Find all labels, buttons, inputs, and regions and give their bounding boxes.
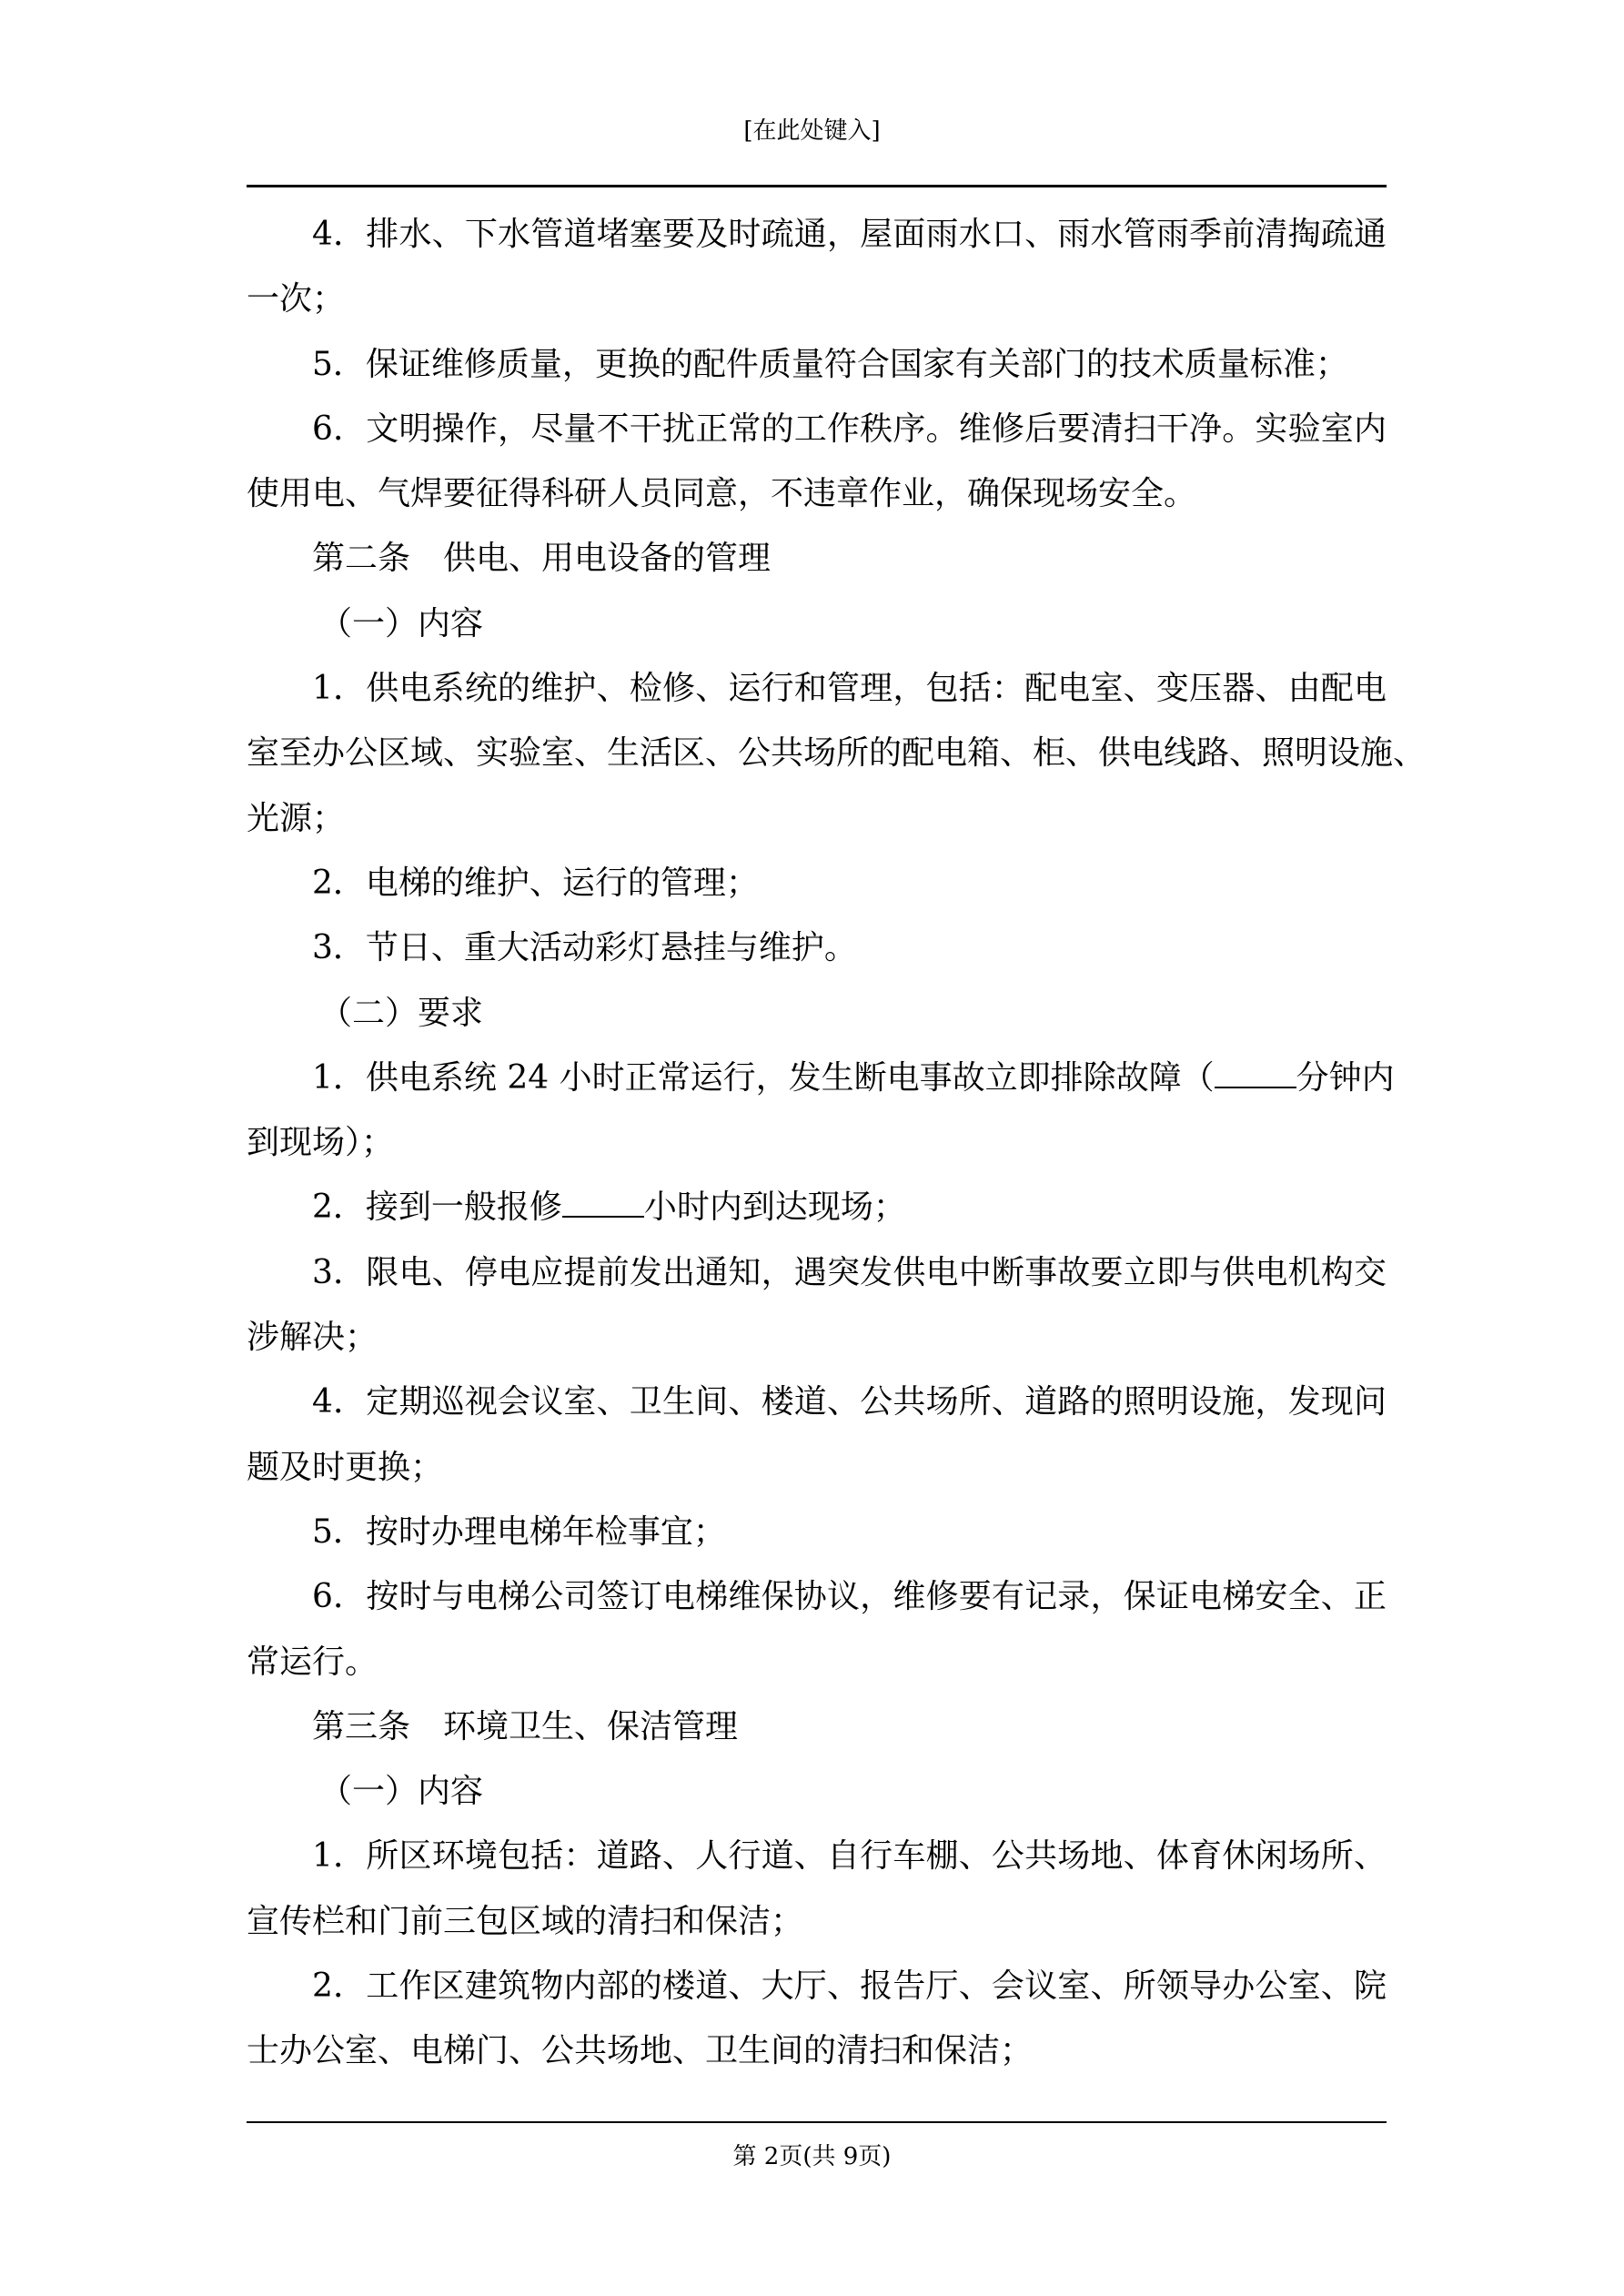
paragraph-line: 光源；	[247, 799, 346, 837]
paragraph-line: 涉解决；	[247, 1319, 378, 1357]
subsection-heading: （一）内容	[319, 1773, 484, 1811]
paragraph-line: 6．文明操作，尽量不干扰正常的工作秩序。维修后要清扫干净。实验室内	[312, 410, 1387, 448]
paragraph-line: 6．按时与电梯公司签订电梯维保协议，维修要有记录，保证电梯安全、正	[312, 1578, 1387, 1616]
paragraph-line: 到现场）；	[247, 1124, 395, 1162]
paragraph-line: 5．保证维修质量，更换的配件质量符合国家有关部门的技术质量标准；	[312, 345, 1348, 383]
paragraph-line: 4．排水、下水管道堵塞要及时疏通，屋面雨水口、雨水管雨季前清掏疏通	[312, 216, 1387, 253]
paragraph-line: 3．限电、停电应提前发出通知，遇突发供电中断事故要立即与供电机构交	[312, 1253, 1387, 1291]
section-heading: 第二条 供电、用电设备的管理	[312, 540, 772, 578]
line-text-before-blank: 2．接到一般报修	[312, 1188, 562, 1227]
paragraph-line: 常运行。	[247, 1643, 378, 1681]
paragraph-line: 3．节日、重大活动彩灯悬挂与维护。	[312, 929, 857, 967]
page-number-footer: 第 2页(共 9页)	[732, 2143, 892, 2170]
paragraph-line: 2．电梯的维护、运行的管理；	[312, 864, 759, 902]
paragraph-line: 使用电、气焊要征得科研人员同意，不违章作业，确保现场安全。	[247, 475, 1197, 513]
paragraph-line: 2．工作区建筑物内部的楼道、大厅、报告厅、会议室、所领导办公室、院	[312, 1967, 1387, 2006]
page-header: [在此处键入]	[743, 117, 881, 145]
subsection-heading: （二）要求	[319, 994, 484, 1032]
paragraph-line: 士办公室、电梯门、公共场地、卫生间的清扫和保洁；	[247, 2032, 1034, 2070]
subsection-heading: （一）内容	[319, 604, 484, 642]
section-heading: 第三条 环境卫生、保洁管理	[312, 1707, 739, 1745]
paragraph-line: 1．所区环境包括：道路、人行道、自行车棚、公共场地、体育休闲场所、	[312, 1837, 1387, 1876]
line-text-after-blank: 小时内到达现场；	[643, 1188, 906, 1227]
paragraph-line: 1．供电系统的维护、检修、运行和管理，包括：配电室、变压器、由配电	[312, 670, 1387, 708]
line-text-after-blank: 分钟内	[1296, 1058, 1395, 1097]
paragraph-line: 题及时更换；	[247, 1448, 444, 1486]
line-text-before-blank: 1．供电系统 24 小时正常运行，发生断电事故立即排除故障（	[312, 1058, 1215, 1097]
paragraph-line: 一次；	[247, 280, 346, 319]
fill-in-blank	[1215, 1087, 1296, 1088]
paragraph-line: 5．按时办理电梯年检事宜；	[312, 1512, 726, 1551]
fill-in-blank	[562, 1216, 644, 1218]
paragraph-line: 室至办公区域、实验室、生活区、公共场所的配电箱、柜、供电线路、照明设施、	[247, 734, 1427, 773]
paragraph-line	[247, 1175, 1387, 1239]
paragraph-line	[247, 1046, 1395, 1110]
footer-divider	[247, 2121, 1387, 2123]
document-body	[247, 202, 1427, 2084]
paragraph-line: 宣传栏和门前三包区域的清扫和保洁；	[247, 1902, 804, 1940]
header-divider	[247, 185, 1387, 187]
paragraph-line: 4．定期巡视会议室、卫生间、楼道、公共场所、道路的照明设施，发现问	[312, 1383, 1387, 1421]
